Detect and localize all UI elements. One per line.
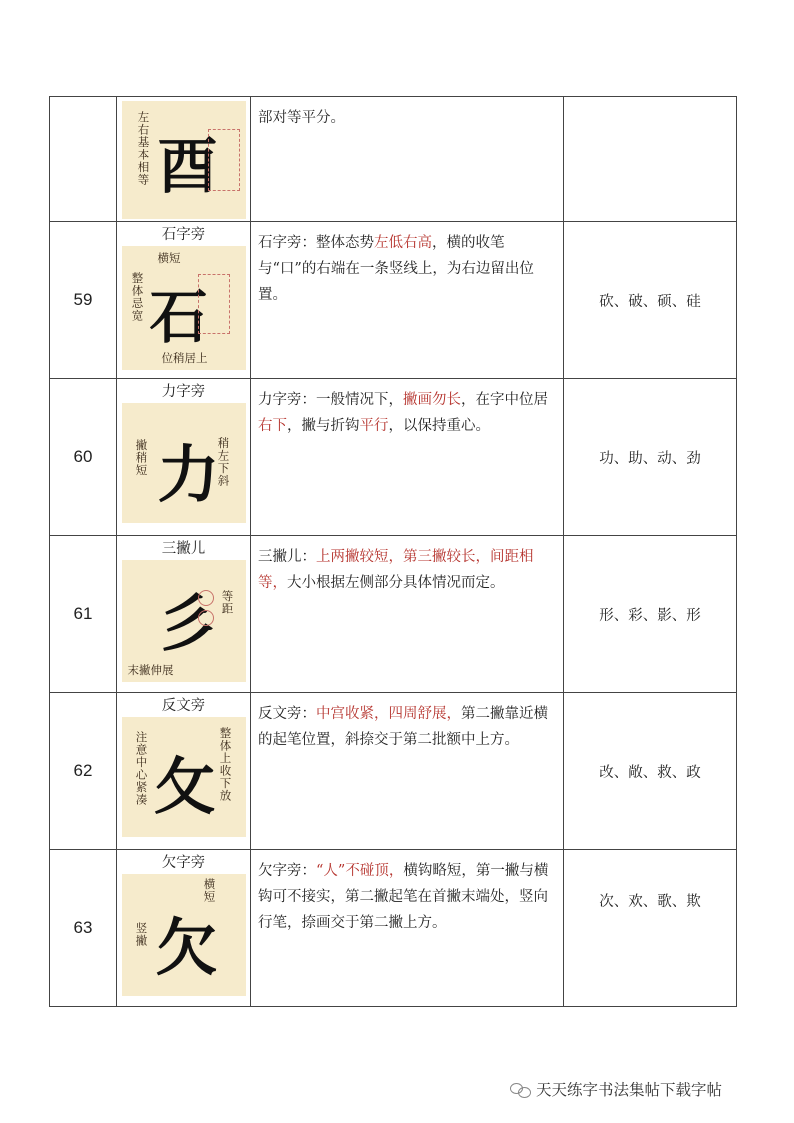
guide-box <box>208 129 240 191</box>
radical-caption: 力字旁 <box>161 384 206 400</box>
calligraphy-glyph: 酉 <box>157 132 218 202</box>
illustration-card <box>122 403 246 523</box>
annotation-top: 横短 <box>157 251 181 265</box>
desc-highlight: 上两撇较短，第三撇较长，间距相等， <box>258 549 534 591</box>
desc-highlight: 撇画勿长 <box>403 392 461 408</box>
radical-caption: 石字旁 <box>161 227 206 243</box>
annotation-bottom: 位稍居上 <box>161 351 208 365</box>
calligraphy-glyph: 攵 <box>153 750 216 823</box>
desc-text: 大小根据左侧部分具体情况而定。 <box>287 575 505 591</box>
radical-caption: 欠字旁 <box>161 855 206 871</box>
examples-cell: 次、欢、歌、欺 <box>564 850 737 1007</box>
description-cell <box>251 693 564 850</box>
row-number: 63 <box>50 850 117 1007</box>
desc-text: 力字旁：一般情况下， <box>258 392 403 408</box>
table-row <box>50 379 737 536</box>
desc-text: 第二撇靠近横的起笔位置，斜捺交于第二批额中上方。 <box>258 706 548 748</box>
desc-text: 反文旁： <box>258 706 316 722</box>
desc-highlight: 平行 <box>359 418 389 434</box>
illustration-card <box>122 717 246 837</box>
desc-highlight: “人”不碰顶， <box>316 863 404 879</box>
calligraphy-glyph: 彡 <box>155 587 218 660</box>
description-cell <box>251 379 564 536</box>
description-cell <box>251 222 564 379</box>
spacing-circle <box>198 590 214 606</box>
row-number: 60 <box>50 379 117 536</box>
annotation-right: 稍左下斜 <box>216 437 231 487</box>
table-row <box>50 97 737 222</box>
desc-highlight: 左低右高 <box>374 235 432 251</box>
illustration-card <box>122 101 246 219</box>
table-row <box>50 222 737 379</box>
annotation-left: 竖撇 <box>134 922 149 947</box>
desc-text: 部对等平分。 <box>258 110 345 126</box>
illustration-cell <box>117 379 251 536</box>
desc-text: ，撇与折钩 <box>287 418 360 434</box>
desc-text: ，以保持重心。 <box>388 418 490 434</box>
examples-cell <box>564 97 737 222</box>
annotation-left: 左右基本相等 <box>136 111 151 186</box>
row-number: 62 <box>50 693 117 850</box>
desc-text: 三撇儿： <box>258 549 316 565</box>
calligraphy-glyph: 力 <box>157 438 220 511</box>
annotation-right: 等距 <box>220 590 235 615</box>
spacing-circle <box>198 610 214 626</box>
desc-text: 石字旁：整体态势 <box>258 235 374 251</box>
description-cell <box>251 97 564 222</box>
desc-text: 欠字旁： <box>258 863 316 879</box>
illustration-cell <box>117 693 251 850</box>
annotation-left: 撇稍短 <box>134 439 149 477</box>
radical-table <box>49 96 737 1007</box>
desc-text: 横钩略短，第一撇与横钩可不接实，第二撇起笔在首撇末端处，竖向行笔，捺画交于第二撇上方。 <box>258 863 549 931</box>
desc-text: ，在字中位居 <box>461 392 548 408</box>
calligraphy-glyph: 石 <box>149 283 208 351</box>
annotation-left: 整体忌宽 <box>130 272 145 322</box>
row-number: 59 <box>50 222 117 379</box>
annotation-right: 横短 <box>202 878 217 903</box>
desc-text: ，横的收笔与“口”的右端在一条竖线上，为右边留出位置。 <box>258 235 534 303</box>
annotation-right: 整体上收下放 <box>218 727 233 802</box>
table-row <box>50 536 737 693</box>
illustration-card <box>122 874 246 996</box>
description-cell <box>251 536 564 693</box>
wechat-icon <box>510 1081 532 1097</box>
illustration-cell <box>117 536 251 693</box>
examples-cell: 形、彩、影、形 <box>564 536 737 693</box>
illustration-cell <box>117 97 251 222</box>
annotation-left: 注意中心紧凑 <box>134 731 149 806</box>
radical-caption: 三撇儿 <box>161 541 206 557</box>
annotation-bottom: 末撇伸展 <box>127 663 174 677</box>
illustration-cell <box>117 850 251 1007</box>
desc-highlight: 右下 <box>258 418 287 434</box>
table-row <box>50 693 737 850</box>
radical-caption: 反文旁 <box>161 698 206 714</box>
calligraphy-glyph: 欠 <box>155 911 218 984</box>
illustration-cell <box>117 222 251 379</box>
examples-cell: 改、敞、救、政 <box>564 693 737 850</box>
watermark-text: 天天练字书法集帖下载字帖 <box>536 1081 723 1099</box>
examples-cell: 砍、破、硕、硅 <box>564 222 737 379</box>
examples-cell: 功、助、动、劲 <box>564 379 737 536</box>
desc-highlight: 中宫收紧，四周舒展， <box>316 706 461 722</box>
watermark <box>510 1078 722 1100</box>
row-number <box>50 97 117 222</box>
row-number: 61 <box>50 536 117 693</box>
guide-box <box>198 274 230 334</box>
illustration-card <box>122 246 246 370</box>
description-cell <box>251 850 564 1007</box>
table-row <box>50 850 737 1007</box>
illustration-card <box>122 560 246 682</box>
